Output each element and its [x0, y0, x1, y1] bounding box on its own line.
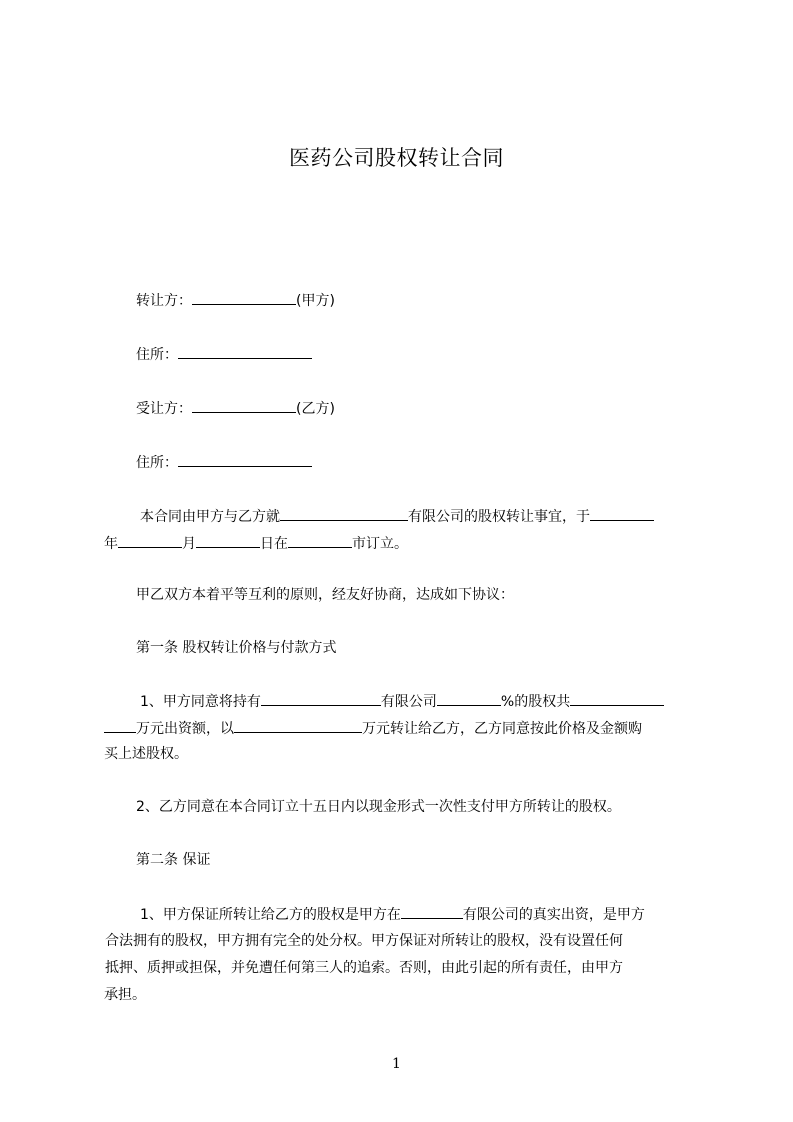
- article1-clause1-line3: 买上述股权。: [104, 746, 188, 762]
- transferee-suffix: (乙方): [296, 401, 335, 417]
- page-number: 1: [392, 1056, 401, 1072]
- transferor-label: 转让方：: [136, 293, 192, 309]
- holding-company-blank: [261, 691, 381, 706]
- clause1-text-a: 1、甲方同意将持有: [140, 694, 261, 710]
- article1-clause2: 2、乙方同意在本合同订立十五日内以现金形式一次性支付甲方所转让的股权。: [136, 799, 621, 815]
- article2-heading: 第二条 保证: [136, 852, 211, 868]
- document-title: 医药公司股权转让合同: [289, 146, 504, 170]
- month-blank: [118, 533, 182, 548]
- article1-heading: 第一条 股权转让价格与付款方式: [136, 640, 337, 656]
- address2-label: 住所：: [136, 455, 178, 471]
- intro-line-2: [104, 533, 408, 554]
- intro-year-label: 年: [104, 536, 118, 552]
- company-blank: [280, 506, 408, 521]
- intro-text-b: 有限公司的股权转让事宜，于: [408, 509, 590, 525]
- consensus-paragraph: 甲乙双方本着平等互利的原则，经友好协商，达成如下协议：: [136, 587, 514, 603]
- clause1-text-b: 有限公司: [380, 694, 437, 710]
- percent-blank: [437, 691, 501, 706]
- transferee-line: [136, 398, 335, 419]
- address1-blank: [178, 344, 312, 359]
- intro-line-1: [140, 506, 654, 527]
- intro-day-label: 日在: [260, 536, 288, 552]
- city-blank: [288, 533, 352, 548]
- clause1-text-e: 万元转让给乙方，乙方同意按此价格及金额购: [362, 721, 642, 737]
- article1-clause1-line2: [104, 718, 642, 739]
- address1-label: 住所：: [136, 347, 178, 363]
- article2-clause1-line4: 承担。: [104, 987, 146, 1003]
- transferor-line: [136, 290, 335, 311]
- price-blank: [234, 718, 362, 733]
- address2-blank: [178, 452, 312, 467]
- capital-blank-cont: [104, 718, 136, 733]
- year-blank: [590, 506, 654, 521]
- article2-text-b: 有限公司的真实出资，是甲方: [462, 907, 645, 923]
- clause1-text-d: 万元出资额，以: [136, 721, 234, 737]
- capital-blank: [570, 691, 664, 706]
- day-blank: [196, 533, 260, 548]
- transferor-blank: [192, 290, 296, 305]
- transferee-label: 受让方：: [136, 401, 192, 417]
- article2-company-blank: [401, 904, 463, 919]
- address1-line: [136, 344, 312, 365]
- article2-text-a: 1、甲方保证所转让给乙方的股权是甲方在: [140, 907, 401, 923]
- article2-clause1-line2: 合法拥有的股权，甲方拥有完全的处分权。甲方保证对所转让的股权，没有设置任何: [105, 933, 623, 949]
- intro-city-label: 市订立。: [352, 536, 408, 552]
- article2-clause1-line1: [140, 904, 645, 925]
- article2-clause1-line3: 抵押、质押或担保，并免遭任何第三人的追索。否则，由此引起的所有责任，由甲方: [105, 960, 623, 976]
- address2-line: [136, 452, 312, 473]
- clause1-text-c: %的股权共: [500, 694, 571, 710]
- article1-clause1-line1: [140, 691, 664, 712]
- intro-month-label: 月: [182, 536, 196, 552]
- transferor-suffix: (甲方): [296, 293, 335, 309]
- intro-text-a: 本合同由甲方与乙方就: [140, 509, 280, 525]
- transferee-blank: [192, 398, 296, 413]
